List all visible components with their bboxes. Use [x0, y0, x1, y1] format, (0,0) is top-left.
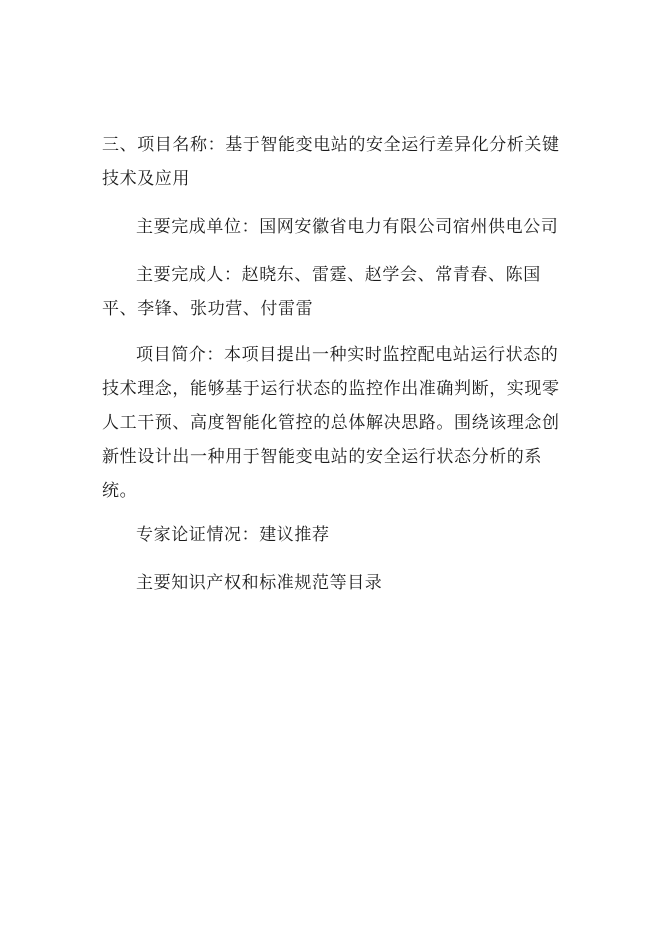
expert-opinion: 专家论证情况：建议推荐 — [136, 525, 330, 545]
main-people: 主要完成人：赵晓东、雷霆、赵学会、常青春、陈国平、李锋、张功营、付雷雷 — [102, 265, 541, 319]
project-title: 三、项目名称：基于智能变电站的安全运行差异化分析关键技术及应用 — [102, 135, 560, 189]
project-summary: 项目简介：本项目提出一种实时监控配电站运行状态的技术理念，能够基于运行状态的监控作出准确判断，实现零人工干预、高度智能化管控的总体解决思路。围绕该理念创新性设计出一种用于智能变电站的安全运行状态分析的系统。 — [102, 345, 560, 501]
main-unit: 主要完成单位：国网安徽省电力有限公司宿州供电公司 — [136, 217, 559, 237]
ip-catalog-heading: 主要知识产权和标准规范等目录 — [136, 573, 383, 593]
